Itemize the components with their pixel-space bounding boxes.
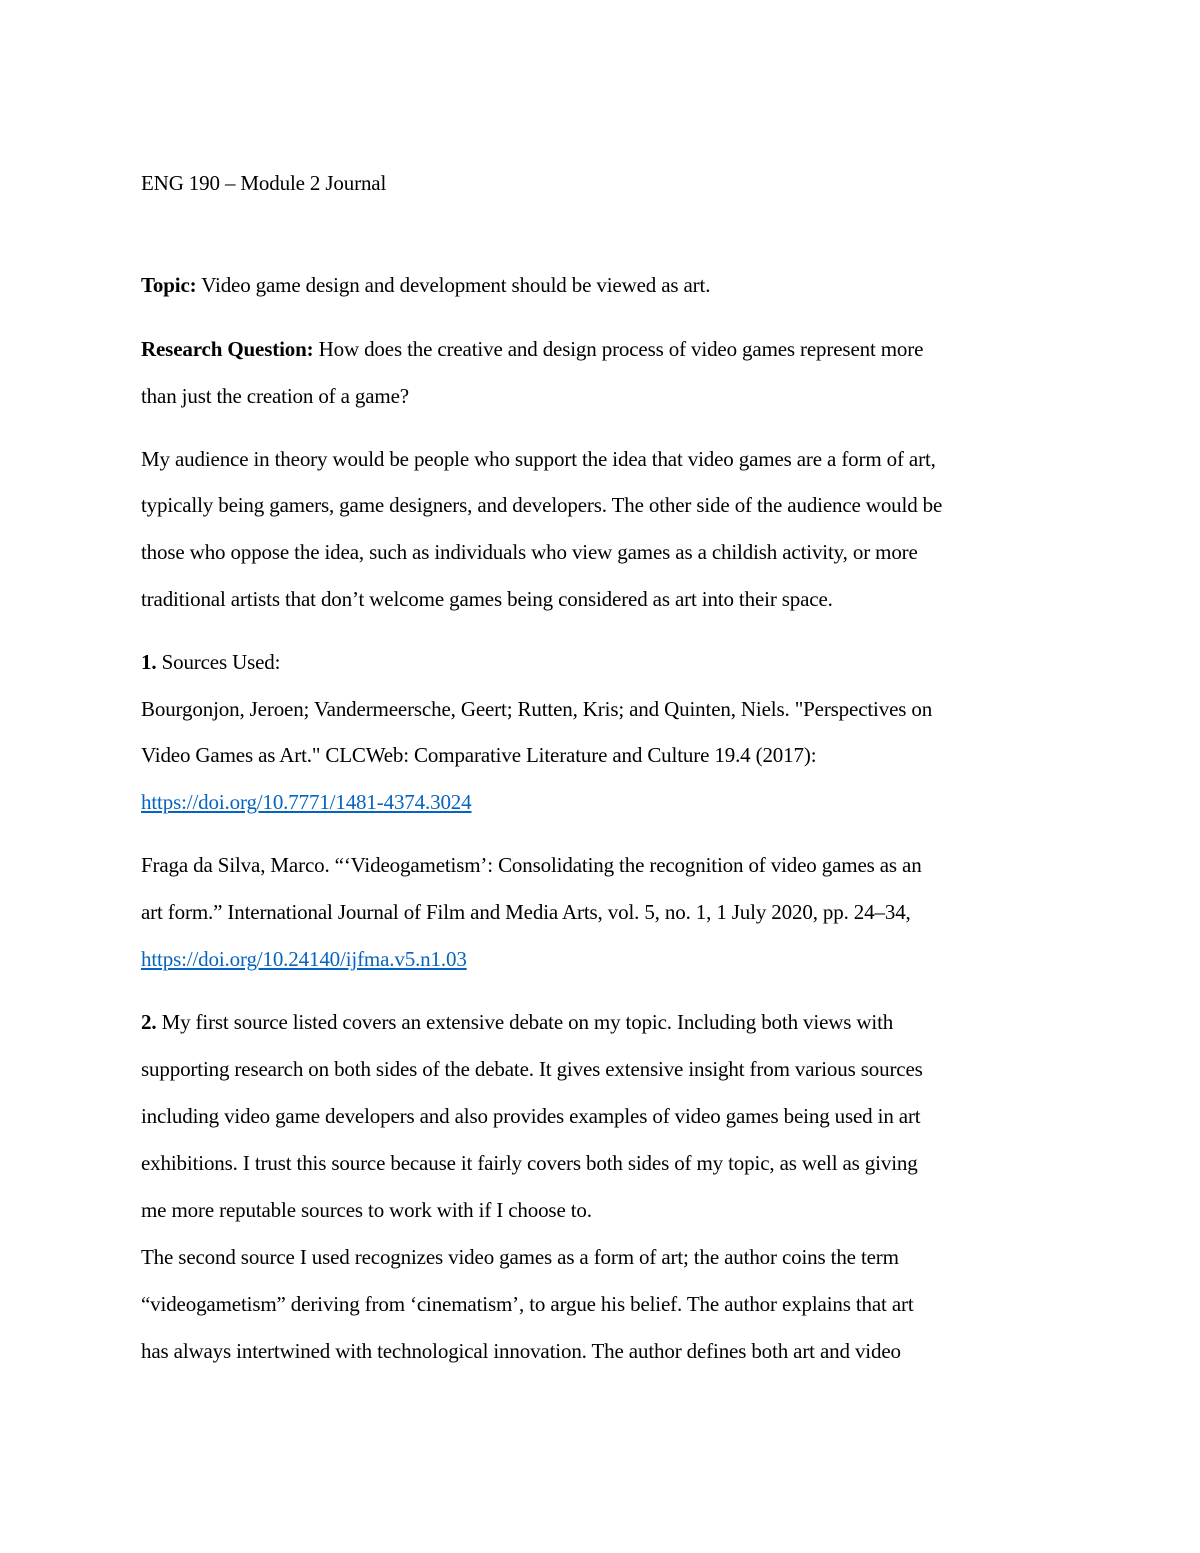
discussion-line-7: “videogametism” deriving from ‘cinematism’, to argue his belief. The author explains that art <box>141 1292 914 1316</box>
discussion-line-6: The second source I used recognizes video games as a form of art; the author coins the term <box>141 1245 899 1269</box>
discussion-first-line-text: My first source listed covers an extensive debate on my topic. Including both views with <box>161 1010 894 1034</box>
topic-paragraph <box>141 271 710 299</box>
discussion-line-3: including video game developers and also provides examples of video games being used in art <box>141 1104 921 1128</box>
discussion-line-2: supporting research on both sides of the debate. It gives extensive insight from various sources <box>141 1057 923 1081</box>
sources-heading <box>141 648 280 676</box>
document-title: ENG 190 – Module 2 Journal <box>141 171 387 195</box>
audience-line-2: typically being gamers, game designers, and developers. The other side of the audience would be <box>141 493 943 517</box>
source-2-link[interactable]: https://doi.org/10.24140/ijfma.v5.n1.03 <box>141 947 467 971</box>
source-2-line-2: art form.” International Journal of Film and Media Arts, vol. 5, no. 1, 1 July 2020, pp. 24–34, <box>141 900 911 924</box>
discussion-number: 2. <box>141 1010 157 1034</box>
source-1-line-1: Bourgonjon, Jeroen; Vandermeersche, Geert; Rutten, Kris; and Quinten, Niels. "Perspectives on <box>141 697 933 721</box>
source-2-line-1: Fraga da Silva, Marco. “‘Videogametism’: Consolidating the recognition of video games as an <box>141 853 922 877</box>
discussion-line-4: exhibitions. I trust this source because it fairly covers both sides of my topic, as well as giving <box>141 1151 918 1175</box>
research-question-text: How does the creative and design process of video games represent more <box>318 337 924 361</box>
sources-heading-text: Sources Used: <box>161 650 281 674</box>
research-question-line-2: than just the creation of a game? <box>141 384 409 408</box>
research-question-line-1 <box>141 335 923 363</box>
topic-text: Video game design and development should be viewed as art. <box>201 273 711 297</box>
topic-label: Topic: <box>141 273 197 297</box>
source-1-link-line <box>141 788 472 816</box>
discussion-line-8: has always intertwined with technological innovation. The author defines both art and video <box>141 1339 901 1363</box>
discussion-line-5: me more reputable sources to work with if I choose to. <box>141 1198 592 1222</box>
source-1-line-2: Video Games as Art." CLCWeb: Comparative Literature and Culture 19.4 (2017): <box>141 743 817 767</box>
sources-number: 1. <box>141 650 157 674</box>
audience-line-1: My audience in theory would be people who support the idea that video games are a form of art, <box>141 447 936 471</box>
source-2-link-line <box>141 945 467 973</box>
source-1-link[interactable]: https://doi.org/10.7771/1481-4374.3024 <box>141 790 472 814</box>
discussion-line-1 <box>141 1008 893 1036</box>
audience-line-4: traditional artists that don’t welcome games being considered as art into their space. <box>141 587 833 611</box>
audience-line-3: those who oppose the idea, such as individuals who view games as a childish activity, or more <box>141 540 918 564</box>
research-question-label: Research Question: <box>141 337 314 361</box>
